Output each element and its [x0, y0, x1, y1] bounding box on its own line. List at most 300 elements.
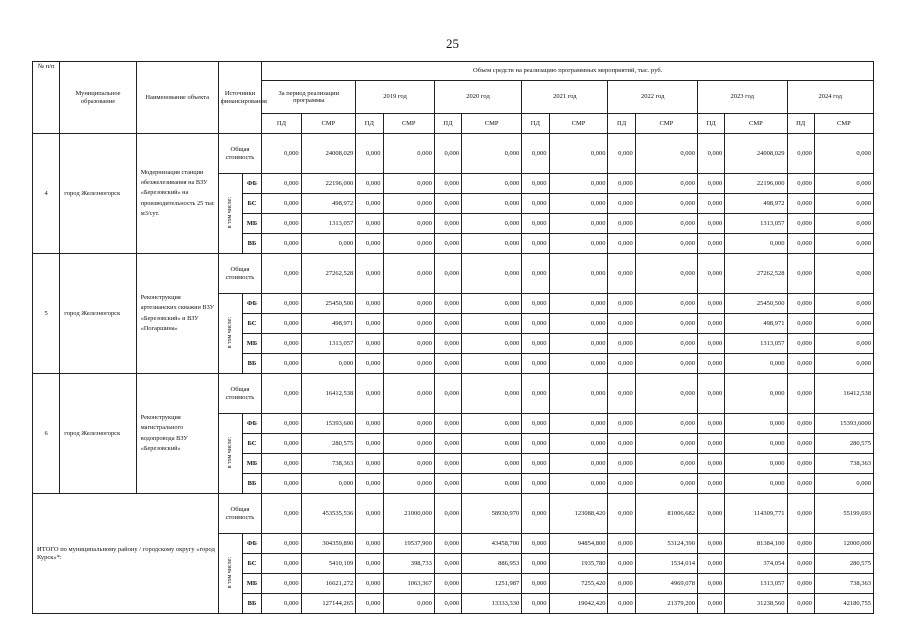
value-pd: 0,000	[787, 494, 814, 534]
source-code: МБ	[242, 574, 262, 594]
total-cost-label: Общая стоимость	[218, 374, 262, 414]
header-period: За период реализации программы	[262, 81, 356, 114]
value-smr: 19537,900	[383, 534, 434, 554]
value-pd: 0,000	[356, 294, 383, 314]
value-pd: 0,000	[608, 194, 635, 214]
value-smr: 15393,600	[301, 414, 356, 434]
value-smr: 123088,420	[549, 494, 608, 534]
value-smr: 0,000	[301, 354, 356, 374]
total-cost-label: Общая стоимость	[218, 134, 262, 174]
header-period: 2019 год	[356, 81, 435, 114]
including-label	[218, 534, 242, 614]
value-pd: 0,000	[434, 554, 461, 574]
value-smr: 0,000	[383, 174, 434, 194]
value-smr: 0,000	[549, 354, 608, 374]
value-smr: 0,000	[725, 234, 787, 254]
value-pd: 0,000	[262, 194, 301, 214]
value-smr: 0,000	[383, 294, 434, 314]
value-pd: 0,000	[522, 294, 549, 314]
value-smr: 0,000	[383, 214, 434, 234]
value-smr: 0,000	[462, 374, 522, 414]
total-label: ИТОГО по муниципальному району / городскому округу «город Курск»*:	[33, 494, 219, 614]
value-smr: 0,000	[549, 414, 608, 434]
value-smr: 0,000	[549, 454, 608, 474]
value-pd: 0,000	[787, 434, 814, 454]
value-pd: 0,000	[787, 474, 814, 494]
value-smr: 398,733	[383, 554, 434, 574]
value-smr: 0,000	[462, 194, 522, 214]
value-smr: 498,972	[725, 194, 787, 214]
value-smr: 0,000	[635, 194, 697, 214]
value-pd: 0,000	[434, 134, 461, 174]
value-smr: 0,000	[635, 294, 697, 314]
header-period: 2023 год	[698, 81, 788, 114]
value-smr: 0,000	[383, 254, 434, 294]
value-pd: 0,000	[522, 214, 549, 234]
value-smr: 0,000	[635, 214, 697, 234]
value-pd: 0,000	[698, 314, 725, 334]
value-pd: 0,000	[262, 574, 301, 594]
value-smr: 24008,029	[301, 134, 356, 174]
source-code: МБ	[242, 214, 262, 234]
value-pd: 0,000	[787, 414, 814, 434]
value-smr: 31238,560	[725, 594, 787, 614]
value-pd: 0,000	[522, 254, 549, 294]
value-smr: 0,000	[814, 474, 873, 494]
value-smr: 0,000	[635, 414, 697, 434]
value-pd: 0,000	[787, 234, 814, 254]
table-row	[33, 494, 874, 534]
value-smr: 374,054	[725, 554, 787, 574]
row-number: 5	[33, 254, 60, 374]
value-pd: 0,000	[434, 334, 461, 354]
value-smr: 498,971	[725, 314, 787, 334]
table-row	[33, 134, 874, 174]
header-pd: ПД	[608, 114, 635, 134]
value-pd: 0,000	[434, 574, 461, 594]
value-smr: 886,953	[462, 554, 522, 574]
value-smr: 24008,029	[725, 134, 787, 174]
including-text: в том числе:	[226, 436, 233, 468]
including-label	[218, 414, 242, 494]
municipality-name: город Железногорск	[60, 134, 136, 254]
value-smr: 280,575	[301, 434, 356, 454]
value-pd: 0,000	[356, 174, 383, 194]
value-smr: 0,000	[462, 234, 522, 254]
value-pd: 0,000	[698, 214, 725, 234]
value-smr: 0,000	[383, 234, 434, 254]
value-smr: 0,000	[814, 214, 873, 234]
value-smr: 0,000	[462, 434, 522, 454]
header-pd: ПД	[262, 114, 301, 134]
value-pd: 0,000	[262, 234, 301, 254]
value-smr: 304359,890	[301, 534, 356, 554]
value-pd: 0,000	[698, 254, 725, 294]
source-code: БС	[242, 554, 262, 574]
value-pd: 0,000	[787, 254, 814, 294]
row-number: 6	[33, 374, 60, 494]
header-pd: ПД	[356, 114, 383, 134]
value-pd: 0,000	[522, 174, 549, 194]
value-pd: 0,000	[698, 414, 725, 434]
value-pd: 0,000	[787, 554, 814, 574]
value-pd: 0,000	[698, 134, 725, 174]
value-smr: 498,971	[301, 314, 356, 334]
source-code: МБ	[242, 454, 262, 474]
value-pd: 0,000	[608, 214, 635, 234]
value-pd: 0,000	[698, 374, 725, 414]
value-pd: 0,000	[356, 194, 383, 214]
value-pd: 0,000	[434, 494, 461, 534]
value-pd: 0,000	[608, 414, 635, 434]
value-pd: 0,000	[262, 434, 301, 454]
object-name: Модернизация станции обезжелезивания на ВЗУ «Березовский» на производительность 25 тыс м3/сут.	[136, 134, 218, 254]
value-pd: 0,000	[434, 374, 461, 414]
value-smr: 114309,771	[725, 494, 787, 534]
value-smr: 0,000	[814, 134, 873, 174]
value-smr: 0,000	[383, 454, 434, 474]
source-code: ФБ	[242, 294, 262, 314]
value-pd: 0,000	[434, 434, 461, 454]
value-smr: 0,000	[814, 294, 873, 314]
value-smr: 81384,100	[725, 534, 787, 554]
object-name: Реконструкция магистрального водопровода ВЗУ «Березовский»	[136, 374, 218, 494]
value-pd: 0,000	[787, 194, 814, 214]
value-pd: 0,000	[787, 374, 814, 414]
value-pd: 0,000	[356, 594, 383, 614]
value-smr: 21000,000	[383, 494, 434, 534]
value-pd: 0,000	[522, 314, 549, 334]
value-smr: 25450,500	[725, 294, 787, 314]
value-pd: 0,000	[608, 314, 635, 334]
value-smr: 0,000	[462, 214, 522, 234]
value-smr: 0,000	[383, 134, 434, 174]
value-smr: 16412,538	[301, 374, 356, 414]
header-smr: СМР	[549, 114, 608, 134]
value-smr: 0,000	[549, 174, 608, 194]
value-pd: 0,000	[356, 474, 383, 494]
value-smr: 43458,700	[462, 534, 522, 554]
value-smr: 0,000	[383, 374, 434, 414]
value-smr: 0,000	[549, 334, 608, 354]
value-pd: 0,000	[434, 314, 461, 334]
value-smr: 0,000	[462, 454, 522, 474]
value-pd: 0,000	[262, 534, 301, 554]
value-smr: 1935,780	[549, 554, 608, 574]
value-pd: 0,000	[608, 174, 635, 194]
value-pd: 0,000	[698, 594, 725, 614]
value-smr: 27262,528	[301, 254, 356, 294]
value-smr: 0,000	[462, 254, 522, 294]
value-pd: 0,000	[434, 194, 461, 214]
value-pd: 0,000	[608, 494, 635, 534]
value-pd: 0,000	[698, 454, 725, 474]
header-smr: СМР	[725, 114, 787, 134]
value-smr: 498,972	[301, 194, 356, 214]
value-pd: 0,000	[698, 334, 725, 354]
value-smr: 0,000	[635, 254, 697, 294]
value-pd: 0,000	[356, 494, 383, 534]
header-smr: СМР	[383, 114, 434, 134]
value-pd: 0,000	[262, 214, 301, 234]
value-smr: 0,000	[383, 414, 434, 434]
value-smr: 42180,755	[814, 594, 873, 614]
value-smr: 1313,057	[725, 334, 787, 354]
value-smr: 53124,390	[635, 534, 697, 554]
value-pd: 0,000	[356, 414, 383, 434]
source-code: БС	[242, 314, 262, 334]
value-pd: 0,000	[608, 554, 635, 574]
value-pd: 0,000	[262, 354, 301, 374]
value-smr: 0,000	[725, 354, 787, 374]
value-pd: 0,000	[262, 334, 301, 354]
municipality-name: город Железногорск	[60, 374, 136, 494]
header-period: 2020 год	[434, 81, 521, 114]
value-pd: 0,000	[608, 434, 635, 454]
value-pd: 0,000	[787, 534, 814, 554]
value-pd: 0,000	[356, 254, 383, 294]
value-smr: 0,000	[725, 434, 787, 454]
value-smr: 453535,536	[301, 494, 356, 534]
source-code: ВБ	[242, 594, 262, 614]
value-pd: 0,000	[698, 294, 725, 314]
value-smr: 0,000	[635, 354, 697, 374]
municipality-name: город Железногорск	[60, 254, 136, 374]
value-pd: 0,000	[262, 474, 301, 494]
value-smr: 12000,000	[814, 534, 873, 554]
row-number: 4	[33, 134, 60, 254]
value-pd: 0,000	[787, 594, 814, 614]
value-smr: 55199,693	[814, 494, 873, 534]
value-pd: 0,000	[522, 494, 549, 534]
value-pd: 0,000	[787, 314, 814, 334]
value-pd: 0,000	[434, 214, 461, 234]
value-smr: 0,000	[549, 474, 608, 494]
source-code: ФБ	[242, 534, 262, 554]
header-pd: ПД	[787, 114, 814, 134]
value-pd: 0,000	[434, 414, 461, 434]
value-smr: 0,000	[635, 134, 697, 174]
value-smr: 1063,367	[383, 574, 434, 594]
value-smr: 0,000	[814, 194, 873, 214]
value-pd: 0,000	[356, 374, 383, 414]
value-smr: 0,000	[462, 134, 522, 174]
value-pd: 0,000	[787, 574, 814, 594]
value-pd: 0,000	[262, 134, 301, 174]
value-pd: 0,000	[356, 314, 383, 334]
including-label	[218, 294, 242, 374]
header-period: 2024 год	[787, 81, 873, 114]
value-pd: 0,000	[262, 454, 301, 474]
including-text: в том числе:	[226, 316, 233, 348]
value-pd: 0,000	[787, 174, 814, 194]
value-smr: 0,000	[462, 314, 522, 334]
value-smr: 0,000	[462, 294, 522, 314]
page-number: 25	[446, 36, 459, 51]
including-label	[218, 174, 242, 254]
value-pd: 0,000	[262, 254, 301, 294]
value-pd: 0,000	[698, 434, 725, 454]
value-pd: 0,000	[787, 334, 814, 354]
value-smr: 0,000	[635, 434, 697, 454]
value-smr: 0,000	[549, 134, 608, 174]
source-code: ВБ	[242, 354, 262, 374]
value-smr: 19042,420	[549, 594, 608, 614]
value-pd: 0,000	[608, 374, 635, 414]
value-smr: 0,000	[462, 334, 522, 354]
value-smr: 81006,682	[635, 494, 697, 534]
header-sources: Источники финансирования	[218, 62, 262, 134]
value-smr: 0,000	[383, 194, 434, 214]
value-smr: 0,000	[635, 454, 697, 474]
header-object: Наименование объекта	[136, 62, 218, 134]
value-pd: 0,000	[262, 314, 301, 334]
value-pd: 0,000	[608, 354, 635, 374]
total-cost-label: Общая стоимость	[218, 254, 262, 294]
header-smr: СМР	[814, 114, 873, 134]
value-pd: 0,000	[787, 134, 814, 174]
value-pd: 0,000	[522, 354, 549, 374]
value-smr: 58930,970	[462, 494, 522, 534]
value-pd: 0,000	[356, 234, 383, 254]
value-smr: 0,000	[814, 234, 873, 254]
value-pd: 0,000	[522, 414, 549, 434]
value-pd: 0,000	[698, 194, 725, 214]
value-pd: 0,000	[608, 134, 635, 174]
value-smr: 0,000	[635, 314, 697, 334]
header-smr: СМР	[301, 114, 356, 134]
value-smr: 1313,057	[725, 574, 787, 594]
value-pd: 0,000	[262, 294, 301, 314]
value-pd: 0,000	[356, 534, 383, 554]
value-pd: 0,000	[356, 214, 383, 234]
value-pd: 0,000	[787, 454, 814, 474]
header-smr: СМР	[635, 114, 697, 134]
source-code: БС	[242, 434, 262, 454]
value-pd: 0,000	[356, 334, 383, 354]
value-smr: 7255,420	[549, 574, 608, 594]
value-pd: 0,000	[262, 174, 301, 194]
value-smr: 15393,6000	[814, 414, 873, 434]
value-smr: 0,000	[301, 234, 356, 254]
value-smr: 0,000	[814, 354, 873, 374]
source-code: ВБ	[242, 234, 262, 254]
value-pd: 0,000	[522, 234, 549, 254]
value-smr: 27262,528	[725, 254, 787, 294]
source-code: ФБ	[242, 174, 262, 194]
value-pd: 0,000	[698, 354, 725, 374]
header-total-volume: Объем средств на реализацию программных мероприятий, тыс. руб.	[262, 62, 874, 81]
value-smr: 1313,057	[301, 334, 356, 354]
value-pd: 0,000	[698, 174, 725, 194]
value-smr: 0,000	[549, 214, 608, 234]
value-pd: 0,000	[434, 454, 461, 474]
value-pd: 0,000	[522, 134, 549, 174]
value-smr: 0,000	[462, 474, 522, 494]
value-pd: 0,000	[608, 234, 635, 254]
value-smr: 0,000	[383, 314, 434, 334]
value-smr: 0,000	[635, 474, 697, 494]
value-pd: 0,000	[787, 354, 814, 374]
value-pd: 0,000	[698, 234, 725, 254]
value-pd: 0,000	[356, 554, 383, 574]
value-smr: 0,000	[462, 354, 522, 374]
value-pd: 0,000	[434, 474, 461, 494]
value-smr: 0,000	[814, 334, 873, 354]
value-pd: 0,000	[608, 454, 635, 474]
value-pd: 0,000	[698, 534, 725, 554]
value-smr: 0,000	[383, 354, 434, 374]
value-pd: 0,000	[608, 254, 635, 294]
value-pd: 0,000	[608, 594, 635, 614]
value-smr: 0,000	[725, 374, 787, 414]
value-smr: 0,000	[549, 194, 608, 214]
value-pd: 0,000	[522, 434, 549, 454]
value-pd: 0,000	[434, 294, 461, 314]
source-code: ФБ	[242, 414, 262, 434]
value-smr: 127144,265	[301, 594, 356, 614]
table-row	[33, 374, 874, 414]
including-text: в том числе:	[226, 556, 233, 588]
value-pd: 0,000	[522, 374, 549, 414]
value-pd: 0,000	[262, 374, 301, 414]
value-smr: 94854,800	[549, 534, 608, 554]
including-text: в том числе:	[226, 196, 233, 228]
value-smr: 0,000	[383, 594, 434, 614]
value-pd: 0,000	[356, 574, 383, 594]
value-smr: 21379,200	[635, 594, 697, 614]
value-smr: 16412,538	[814, 374, 873, 414]
value-pd: 0,000	[608, 294, 635, 314]
value-smr: 0,000	[814, 174, 873, 194]
value-smr: 0,000	[635, 334, 697, 354]
value-pd: 0,000	[356, 354, 383, 374]
value-smr: 0,000	[549, 434, 608, 454]
value-smr: 738,363	[301, 454, 356, 474]
header-pd: ПД	[522, 114, 549, 134]
value-pd: 0,000	[262, 414, 301, 434]
value-smr: 0,000	[725, 474, 787, 494]
value-smr: 0,000	[635, 174, 697, 194]
value-pd: 0,000	[434, 534, 461, 554]
value-pd: 0,000	[356, 454, 383, 474]
value-smr: 280,575	[814, 554, 873, 574]
value-smr: 0,000	[635, 374, 697, 414]
value-smr: 0,000	[462, 414, 522, 434]
value-smr: 0,000	[814, 254, 873, 294]
value-pd: 0,000	[698, 474, 725, 494]
value-smr: 1251,987	[462, 574, 522, 594]
value-smr: 0,000	[549, 254, 608, 294]
value-smr: 0,000	[549, 294, 608, 314]
header-period: 2021 год	[522, 81, 608, 114]
value-smr: 0,000	[725, 414, 787, 434]
table-row	[33, 254, 874, 294]
header-period: 2022 год	[608, 81, 698, 114]
value-pd: 0,000	[522, 194, 549, 214]
value-pd: 0,000	[262, 554, 301, 574]
value-pd: 0,000	[522, 574, 549, 594]
source-code: МБ	[242, 334, 262, 354]
value-pd: 0,000	[522, 594, 549, 614]
value-smr: 0,000	[814, 314, 873, 334]
financing-table	[32, 61, 874, 614]
value-smr: 0,000	[549, 374, 608, 414]
total-cost-label: Общая стоимость	[218, 494, 262, 534]
value-pd: 0,000	[608, 574, 635, 594]
value-smr: 738,363	[814, 574, 873, 594]
header-pd: ПД	[434, 114, 461, 134]
